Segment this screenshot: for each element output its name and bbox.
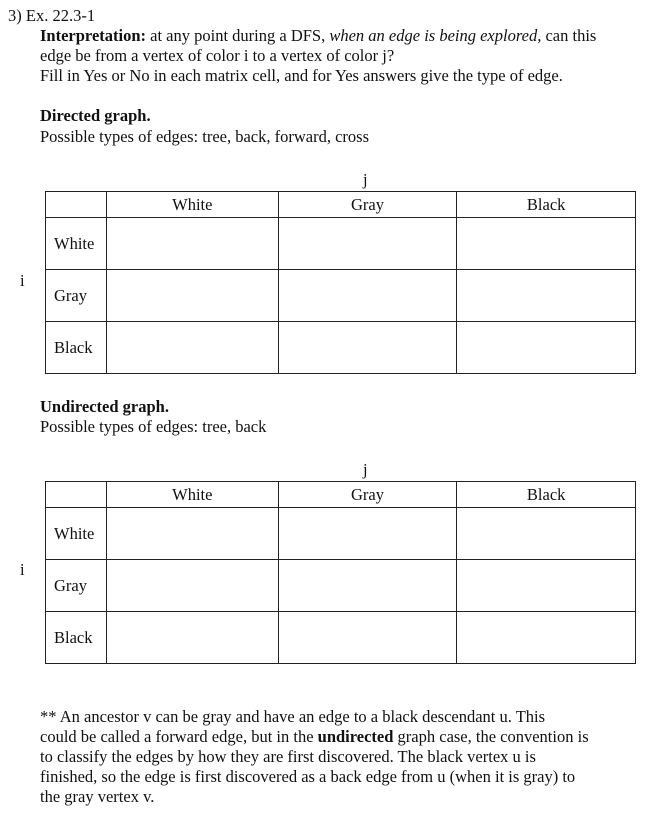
undirected-row-white	[46, 508, 636, 560]
directed-cell-gray-white[interactable]	[106, 270, 278, 322]
undirected-cell-white-black[interactable]	[457, 508, 636, 560]
instruction-line: Fill in Yes or No in each matrix cell, and for Yes answers give the type of edge.	[40, 66, 563, 85]
directed-row-label-black: Black	[46, 322, 107, 374]
directed-corner-cell	[46, 192, 107, 218]
undirected-col-white: White	[106, 482, 278, 508]
note-line-2	[40, 727, 589, 747]
directed-header-row	[46, 192, 636, 218]
undirected-cell-gray-white[interactable]	[106, 560, 278, 612]
undirected-matrix	[45, 481, 636, 664]
directed-row-gray	[46, 270, 636, 322]
undirected-cell-white-gray[interactable]	[278, 508, 457, 560]
note-line-5: the gray vertex v.	[40, 787, 155, 806]
directed-row-label-gray: Gray	[46, 270, 107, 322]
question-line-2: edge be from a vertex of color i to a vertex of color j?	[40, 46, 395, 65]
interpretation-text-a: at any point during a DFS,	[146, 26, 330, 45]
directed-edge-types: Possible types of edges: tree, back, forward, cross	[40, 127, 369, 146]
directed-cell-gray-black[interactable]	[457, 270, 636, 322]
directed-cell-black-white[interactable]	[106, 322, 278, 374]
undirected-j-label: j	[363, 460, 368, 479]
undirected-cell-white-white[interactable]	[106, 508, 278, 560]
directed-cell-white-gray[interactable]	[278, 218, 457, 270]
undirected-edge-types: Possible types of edges: tree, back	[40, 417, 267, 436]
directed-row-white	[46, 218, 636, 270]
undirected-cell-black-gray[interactable]	[278, 612, 457, 664]
undirected-cell-black-black[interactable]	[457, 612, 636, 664]
directed-col-black: Black	[457, 192, 636, 218]
directed-j-label: j	[363, 170, 368, 189]
undirected-cell-black-white[interactable]	[106, 612, 278, 664]
undirected-row-gray	[46, 560, 636, 612]
directed-row-label-white: White	[46, 218, 107, 270]
directed-col-white: White	[106, 192, 278, 218]
undirected-row-label-gray: Gray	[46, 560, 107, 612]
undirected-row-label-black: Black	[46, 612, 107, 664]
interpretation-line	[40, 26, 596, 46]
undirected-row-label-white: White	[46, 508, 107, 560]
note-line-4: finished, so the edge is first discovered as a back edge from u (when it is gray) to	[40, 767, 576, 786]
note-line-2-bold: undirected	[317, 727, 394, 746]
undirected-row-black	[46, 612, 636, 664]
undirected-col-gray: Gray	[278, 482, 457, 508]
note-line-2-tail: graph case, the convention is	[397, 727, 589, 746]
directed-cell-black-black[interactable]	[457, 322, 636, 374]
interpretation-label: Interpretation:	[40, 26, 147, 45]
directed-title: Directed graph.	[40, 106, 151, 125]
undirected-header-row	[46, 482, 636, 508]
note-line-1: ** An ancestor v can be gray and have an edge to a black descendant u. This	[40, 707, 546, 726]
undirected-i-label: i	[20, 560, 25, 579]
directed-cell-white-white[interactable]	[106, 218, 278, 270]
directed-cell-gray-gray[interactable]	[278, 270, 457, 322]
exercise-number: 3) Ex. 22.3-1	[8, 6, 96, 25]
note-line-3: to classify the edges by how they are first discovered. The black vertex u is	[40, 747, 536, 766]
directed-i-label: i	[20, 271, 25, 290]
undirected-title: Undirected graph.	[40, 397, 169, 416]
directed-cell-white-black[interactable]	[457, 218, 636, 270]
undirected-col-black: Black	[457, 482, 636, 508]
interpretation-italic: when an edge is being explored,	[329, 26, 542, 45]
note-line-2-head: could be called a forward edge, but in the	[40, 727, 314, 746]
directed-cell-black-gray[interactable]	[278, 322, 457, 374]
directed-matrix	[45, 191, 636, 374]
undirected-cell-gray-gray[interactable]	[278, 560, 457, 612]
undirected-corner-cell	[46, 482, 107, 508]
undirected-cell-gray-black[interactable]	[457, 560, 636, 612]
interpretation-text-b: can this	[541, 26, 597, 45]
directed-row-black	[46, 322, 636, 374]
directed-col-gray: Gray	[278, 192, 457, 218]
